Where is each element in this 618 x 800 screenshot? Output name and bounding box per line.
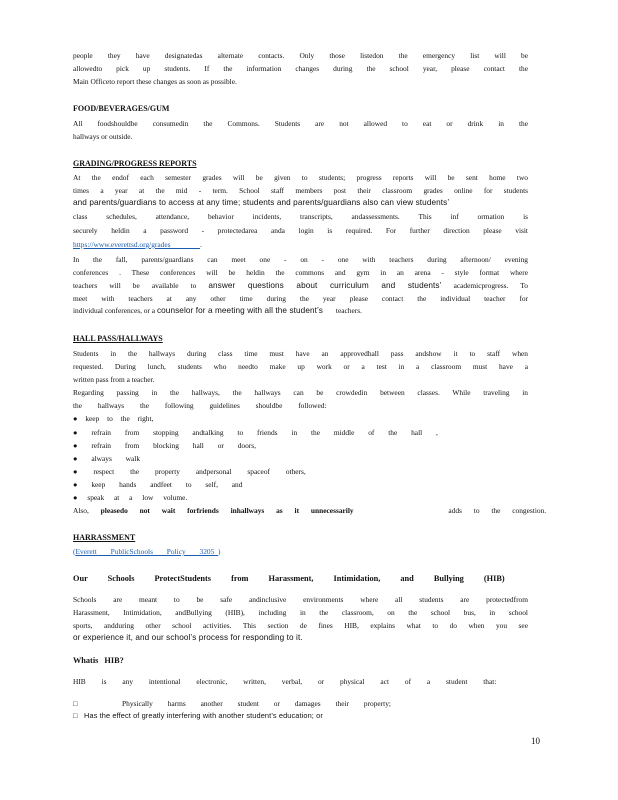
harass-line-1: Schools are meant to be safe andinclusive environments where all students are protectedfrom	[73, 595, 528, 604]
hall-line-5: the hallways the following guidelines shouldbe followed:	[73, 401, 327, 410]
grading-line-1: At the endof each semester grades will be given to students; progress reports will be sent home two	[73, 173, 528, 182]
grading-line-10	[73, 306, 528, 315]
whatis-heading: Whatis HIB?	[73, 656, 124, 665]
hall-line-1: Students in the hallways during class time must have an approvedhall pass andshow it to staff when	[73, 349, 528, 358]
hall-bullet-3: ● refrain from blocking hall or doors,	[73, 441, 256, 450]
harass-line-3: sports, andduring other school activities. This section de fines HIB, explains what to do when you see	[73, 621, 528, 630]
hall-line-2: requested. During lunch, students who needto make up work or a test in a classroom must have a	[73, 362, 528, 371]
link-tail: .	[200, 240, 202, 249]
intro-line-2: allowedto pick up students. If the information changes during the school year, please contact the	[73, 64, 528, 73]
hall-bullet-5: ● respect the property andpersonal spaceof others,	[73, 467, 306, 476]
checkbox-glyph-icon: □	[73, 711, 78, 720]
grading-line-5: securely heldin a password - protectedarea anda login is required. For further direction please visit	[73, 226, 528, 235]
harass-line-5: HIB is any intentional electronic, written, verbal, or physical act of a student that:	[73, 677, 497, 686]
hall-bullet-6: ● keep hands andfeet to self, and	[73, 480, 243, 489]
grading-line-8a: teachers will be available to	[73, 281, 197, 290]
harass-title: Our Schools ProtectStudents from Harassment, Intimidation, and Bullying (HIB)	[73, 574, 505, 583]
hall-bullet-7: ● speak at a low volume.	[73, 493, 188, 502]
intro-line-3: Main Officeto report these changes as soon as possible.	[73, 77, 237, 86]
harass-bullet-1: □ Physically harms another student or damages their property;	[73, 699, 391, 708]
hall-line-3: written pass from a teacher.	[73, 375, 155, 384]
grading-line-4: class schedules, attendance, behavior incidents, transcripts, andassessments. This inf ormation is	[73, 212, 528, 221]
grading-line-10c: teachers.	[335, 306, 362, 315]
food-line-1: All foodshouldbe consumedin the Commons. Students are not allowed to eat or drink in the	[73, 119, 528, 128]
food-heading: FOOD/BEVERAGES/GUM	[73, 104, 170, 113]
page-number: 10	[531, 736, 540, 746]
hall-also-line: Also, pleasedo not wait forfriends inhallways as it unnecessarily adds to the congestion.	[73, 506, 547, 515]
hall-bullet-1: ● keep to the right,	[73, 414, 154, 423]
grading-line-8b: answer questions about curriculum and students’	[208, 281, 442, 290]
grading-link-line	[73, 240, 528, 249]
hall-bullet-2: ● refrain from stopping andtalking to friends in the middle of the hall ,	[73, 428, 438, 437]
policy-link[interactable]: Everett PublicSchools Policy 3205	[75, 547, 215, 556]
grading-line-8c: academicprogress. To	[453, 281, 528, 290]
grading-line-9: meet with teachers at any other time during the year please contact the individual teacher for	[73, 294, 528, 303]
food-line-2: hallways or outside.	[73, 132, 133, 141]
harass-line-2: Harassment, Intimidation, andBullying (HIB), including in the classroom, on the school bus, in school	[73, 608, 528, 617]
hall-line-4: Regarding passing in the hallways, the hallways can be crowdedin between classes. While traveling in	[73, 388, 528, 397]
harass-heading: HARRASSMENT	[73, 533, 136, 542]
grading-line-8	[73, 281, 528, 290]
intro-line-1: people they have designatedas alternate contacts. Only those listedon the emergency list will be	[73, 51, 528, 60]
checkbox-glyph-icon: □	[73, 699, 78, 708]
grading-line-6: In the fall, parents/guardians can meet one - on - one with teachers during afternoon/ evening	[73, 255, 528, 264]
policy-line: (Everett PublicSchools Policy 3205 )	[73, 547, 221, 556]
grades-link[interactable]: https://www.everettsd.org/grades	[73, 240, 171, 249]
grading-line-3: and parents/guardians to access at any time; students and parents/guardians also can view students’	[73, 198, 450, 207]
grading-line-10b: counselor for a meeting with all the student’s	[156, 306, 323, 315]
harass-bullet-2: □ Has the effect of greatly interfering with another student’s education; or	[73, 711, 323, 720]
hall-heading: HALL PASS/HALLWAYS	[73, 334, 163, 343]
grading-line-2: times a year at the mid - term. School staff members post their classroom grades online for students	[73, 186, 528, 195]
grading-heading: GRADING/PROGRESS REPORTS	[73, 159, 197, 168]
grading-line-10a: individual conferences, or a	[73, 306, 156, 315]
hall-bullet-4: ● always walk	[73, 454, 141, 463]
harass-line-4: or experience it, and our school’s process for responding to it.	[73, 633, 303, 642]
grading-line-7: conferences . These conferences will be heldin the commons and gym in an arena - style format where	[73, 268, 528, 277]
